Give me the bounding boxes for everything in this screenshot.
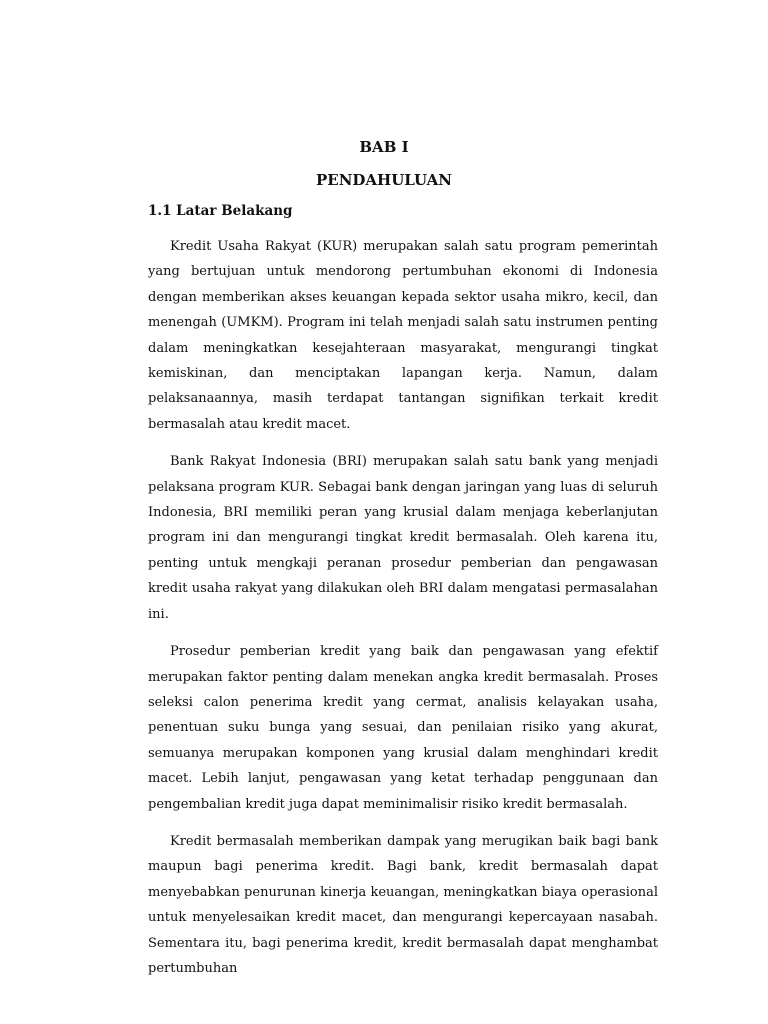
paragraph-4: Kredit bermasalah memberikan dampak yang merugikan baik bagi bank maupun bagi penerima kredit. Bagi bank, kredit bermasalah dapat menyebabkan penurunan kinerja keuangan, meningkatkan biaya operasional untuk menyelesaikan kredit macet, dan mengurangi kepercayaan nasabah. Sementara itu, bagi penerima kredit, kredit bermasalah dapat menghambat pertumbuhan xyxy=(148,833,658,976)
chapter-number: BAB I xyxy=(359,138,409,156)
section-heading: 1.1 Latar Belakang xyxy=(148,203,293,219)
body-text xyxy=(148,234,658,993)
paragraph-3: Prosedur pemberian kredit yang baik dan pengawasan yang efektif merupakan faktor penting dalam menekan angka kredit bermasalah. Proses seleksi calon penerima kredit yang cermat, analisis kelayakan usaha, penentuan suku bunga yang sesuai, dan penilaian risiko yang akurat, semuanya merupakan komponen yang krusial dalam menghindari kredit macet. Lebih lanjut, pengawasan yang ketat terhadap penggunaan dan pengembalian kredit juga dapat meminimalisir risiko kredit bermasalah. xyxy=(148,644,658,812)
paragraph-2: Bank Rakyat Indonesia (BRI) merupakan salah satu bank yang menjadi pelaksana program KUR. Sebagai bank dengan jaringan yang luas di seluruh Indonesia, BRI memiliki peran yang krusial dalam menjaga keberlanjutan program ini dan mengurangi tingkat kredit bermasalah. Oleh karena itu, penting untuk mengkaji peranan prosedur pemberian dan pengawasan kredit usaha rakyat yang dilakukan oleh BRI dalam mengatasi permasalahan ini. xyxy=(148,454,658,622)
paragraph-1: Kredit Usaha Rakyat (KUR) merupakan salah satu program pemerintah yang bertujuan untuk mendorong pertumbuhan ekonomi di Indonesia dengan memberikan akses keuangan kepada sektor usaha mikro, kecil, dan menengah (UMKM). Program ini telah menjadi salah satu instrumen penting dalam meningkatkan kesejahteraan masyarakat, mengurangi tingkat kemiskinan, dan menciptakan lapangan kerja. Namun, dalam pelaksanaannya, masih terdapat tantangan signifikan terkait kredit bermasalah atau kredit macet. xyxy=(148,239,658,432)
chapter-title: PENDAHULUAN xyxy=(315,171,453,189)
